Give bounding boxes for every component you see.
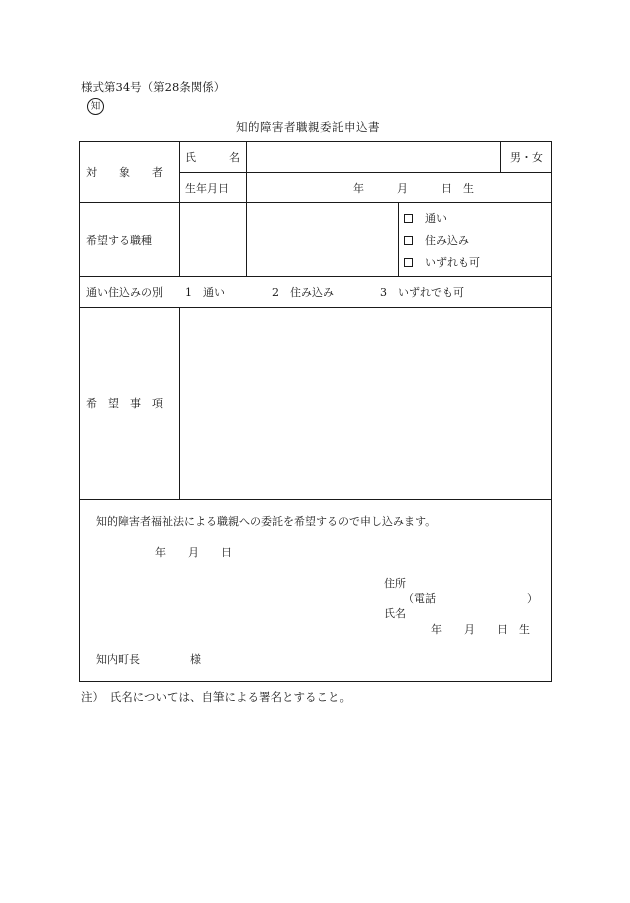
phone-label: （電話: [403, 592, 436, 605]
row-divider-subject: [80, 202, 552, 203]
col-divider-label-matters: [179, 307, 180, 500]
seal-mark: [87, 98, 104, 115]
desired-occupation-detail-field[interactable]: [248, 204, 396, 275]
commute-type-label: 通い住込みの別: [86, 286, 163, 299]
application-form-table: [79, 141, 552, 682]
seal-char: 知: [90, 100, 101, 112]
applicant-birthdate-line[interactable]: 年 月 日 生: [431, 623, 530, 636]
name-field[interactable]: [248, 143, 498, 171]
row-divider-matters: [80, 499, 552, 500]
desired-occupation-label: 希望する職種: [86, 234, 152, 247]
commute-option-either[interactable]: [404, 257, 480, 268]
birthdate-label: 生年月日: [185, 182, 229, 195]
commute-option-label: いずれも可: [425, 256, 480, 269]
commute-option-commute[interactable]: [404, 213, 447, 224]
footnote: 注） 氏名については、自筆による署名とすること。: [81, 690, 352, 704]
honorific: 様: [190, 653, 201, 666]
col-divider-sex: [500, 142, 501, 172]
checkbox-icon[interactable]: [404, 236, 413, 245]
addressee: 知内町長: [96, 653, 140, 666]
address-label: 住所: [384, 577, 406, 590]
desired-occupation-field[interactable]: [181, 204, 245, 275]
form-title: 知的障害者職親委託申込書: [236, 120, 380, 134]
applicant-name-label: 氏名: [384, 607, 406, 620]
name-label: 氏 名: [185, 151, 240, 164]
row-divider-commute: [80, 307, 552, 308]
commute-choice-2[interactable]: 2 住み込み: [272, 286, 334, 299]
subject-label: 対 象 者: [86, 166, 163, 179]
commute-option-live-in[interactable]: [404, 235, 469, 246]
desired-matters-field[interactable]: [181, 309, 550, 498]
commute-option-label: 通い: [425, 212, 447, 225]
row-divider-name: [179, 172, 552, 173]
phone-close: ）: [527, 592, 538, 605]
application-date-line[interactable]: 年 月 日: [155, 546, 232, 559]
birthdate-value[interactable]: 年 月 日 生: [353, 182, 474, 195]
col-divider-commute-options: [398, 202, 399, 277]
form-number: 様式第34号（第28条関係）: [81, 80, 226, 94]
desired-matters-label: 希 望 事 項: [86, 397, 163, 410]
commute-choice-1[interactable]: 1 通い: [185, 286, 225, 299]
sex-options[interactable]: 男・女: [510, 151, 543, 164]
col-divider-label: [179, 142, 180, 277]
declaration-statement: 知的障害者福祉法による職親への委託を希望するので申し込みます。: [96, 515, 437, 528]
row-divider-occupation: [80, 276, 552, 277]
col-divider-field-label: [246, 142, 247, 277]
commute-option-label: 住み込み: [425, 234, 469, 247]
checkbox-icon[interactable]: [404, 258, 413, 267]
commute-choice-3[interactable]: 3 いずれでも可: [380, 286, 464, 299]
checkbox-icon[interactable]: [404, 214, 413, 223]
